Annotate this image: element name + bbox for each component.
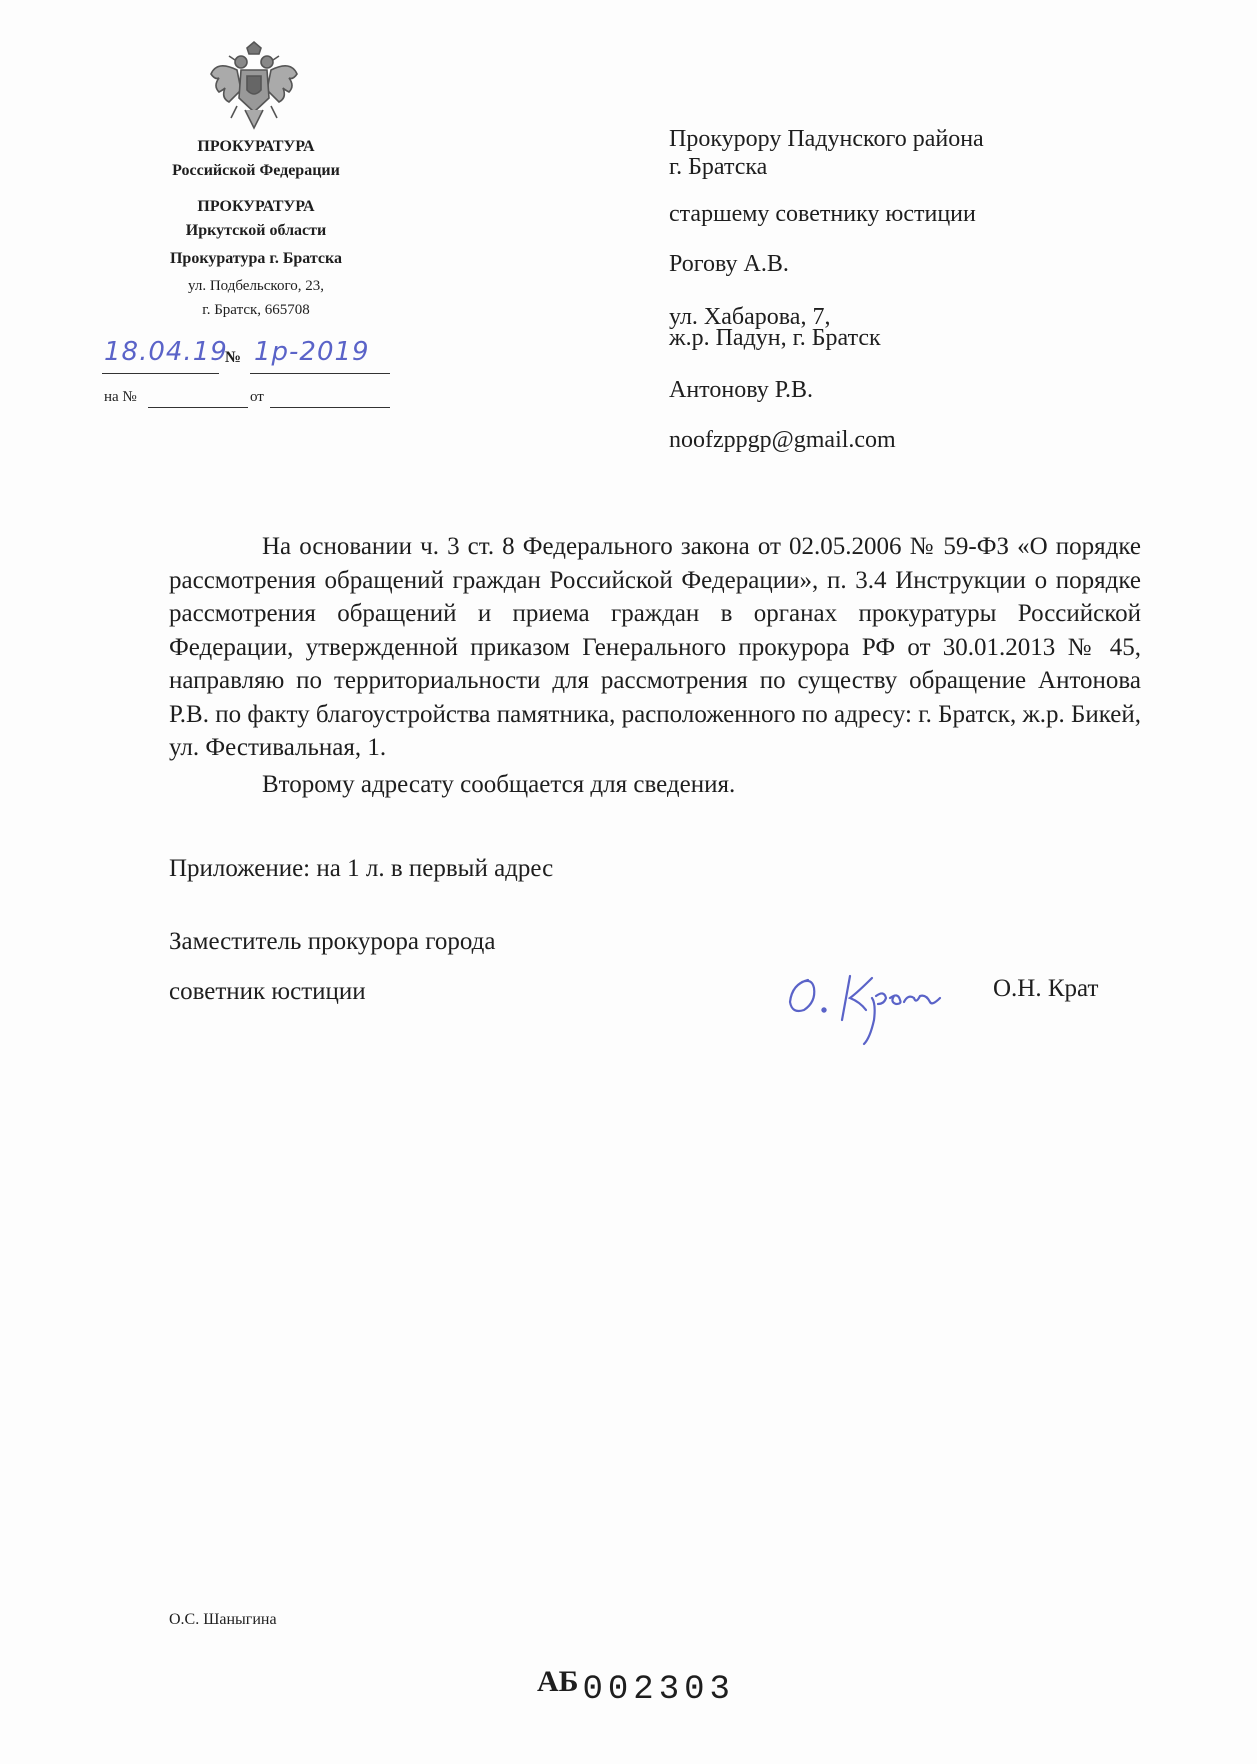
registration-number-label: № [225,349,242,366]
serial-digits: 002303 [582,1671,735,1709]
recipient-line7: Антонову Р.В. [669,377,814,403]
org-name-line2: Российской Федерации [172,162,340,179]
handwritten-signature [780,958,955,1048]
signer-position-line1: Заместитель прокурора города [169,928,496,955]
recipient-line1: Прокурору Падунского района [669,126,984,152]
org-address-line2: г. Братск, 665708 [202,302,310,318]
form-serial-number [537,1665,735,1709]
org-name-line5: Прокуратура г. Братска [169,250,343,267]
coat-of-arms-icon [207,40,301,136]
date-underline [102,373,219,374]
reference-from-underline [270,407,390,408]
signer-position-line2: советник юстиции [169,978,366,1005]
org-name-line3: ПРОКУРАТУРА [197,198,315,215]
serial-prefix: АБ [537,1665,579,1698]
executor-name: О.С. Шаныгина [169,1611,277,1628]
number-underline [250,373,390,374]
recipient-email: noofzppgp@gmail.com [669,427,896,453]
recipient-line6: ж.р. Падун, г. Братск [669,325,881,351]
reference-number-label: на № [104,389,137,405]
attachment-note: Приложение: на 1 л. в первый адрес [169,855,554,882]
org-name-line4: Иркутской области [185,222,327,239]
reference-number-underline [148,407,248,408]
body-paragraph-2: Второму адресату сообщается для сведения. [262,770,736,798]
registration-number: 1р-2019 [254,337,370,367]
recipient-line3: старшему советнику юстиции [669,201,976,227]
reference-from-label: от [250,389,264,405]
body-paragraph-1: На основании ч. 3 ст. 8 Федерального закона от 02.05.2006 № 59-ФЗ «О порядке рассмотрения обращений граждан Российской Федерации», п. 3.4 Инструкции о порядке рассмотрения обращений и приема граждан в органах прокуратуры Российской Федерации, утвержденной приказом Генерального прокурора РФ от 30.01.2013 № 45, направляю по территориальности для рассмотрения по существу обращение Антонова Р.В. по факту благоустройства памятника, расположенного по адресу: г. Братск, ж.р. Бикей, ул. Фестивальная, 1. [169,533,1141,761]
registration-date: 18.04.19 [104,337,228,367]
org-name-line1: ПРОКУРАТУРА [197,138,315,155]
recipient-line5: ул. Хабарова, 7, [669,304,831,330]
letter-body [169,530,1141,801]
signer-name: О.Н. Крат [993,975,1099,1002]
recipient-line2: г. Братска [669,154,768,180]
recipient-line4: Рогову А.В. [669,251,789,277]
org-address-line1: ул. Подбельского, 23, [188,278,324,294]
